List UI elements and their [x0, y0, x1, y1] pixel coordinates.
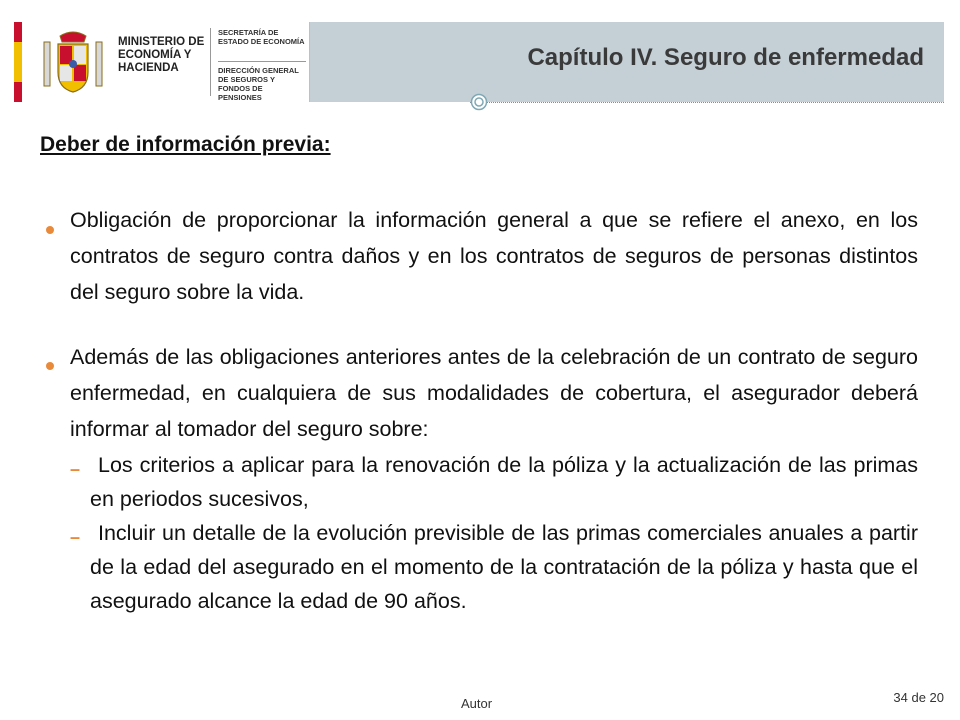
bullet-icon [46, 226, 54, 234]
flag-stripe [14, 22, 22, 102]
bullet-text: Obligación de proporcionar la información general a que se refiere el anexo, en los contratos de seguro contra daños y en los contratos de seguros de personas distintos del seguro sobre la vida. [70, 208, 918, 304]
logo-separator [210, 28, 211, 96]
page-number: 34 de 20 [893, 690, 944, 705]
section-heading: Deber de información previa: [40, 133, 331, 156]
coat-of-arms-icon [38, 28, 108, 96]
bullet-icon [46, 362, 54, 370]
header-banner [14, 22, 944, 102]
bullet-text: Además de las obligaciones anteriores antes de la celebración de un contrato de seguro enfermedad, en cualquiera de sus modalidades de cobertura, el asegurador deberá informar al tomador del seguro sobre: [70, 345, 918, 441]
dash-icon: – [70, 527, 81, 547]
subitem-text: Incluir un detalle de la evolución previsible de las primas comerciales anuales a partir de la edad del asegurado en el momento de la contratación de la póliza y hasta que el asegurado alcance la edad de 90 años. [90, 521, 918, 613]
footer-author: Autor [461, 696, 493, 711]
ministry-name: MINISTERIO DE ECONOMÍA Y HACIENDA [118, 36, 205, 74]
direccion-label: DIRECCIÓN GENERAL DE SEGUROS Y FONDOS DE PENSIONES [218, 66, 299, 102]
header-dotted-line [470, 102, 944, 103]
subitem-text: Los criterios a aplicar para la renovación de la póliza y la actualización de las primas en periodos sucesivos, [90, 453, 918, 511]
chapter-title: Capítulo IV. Seguro de enfermedad [527, 44, 924, 71]
secretaria-label: SECRETARÍA DE ESTADO DE ECONOMÍA [218, 28, 305, 46]
logo-divider [218, 61, 306, 62]
ministry-logo [14, 22, 310, 102]
dash-icon: – [70, 459, 81, 479]
ring-icon [470, 93, 488, 111]
